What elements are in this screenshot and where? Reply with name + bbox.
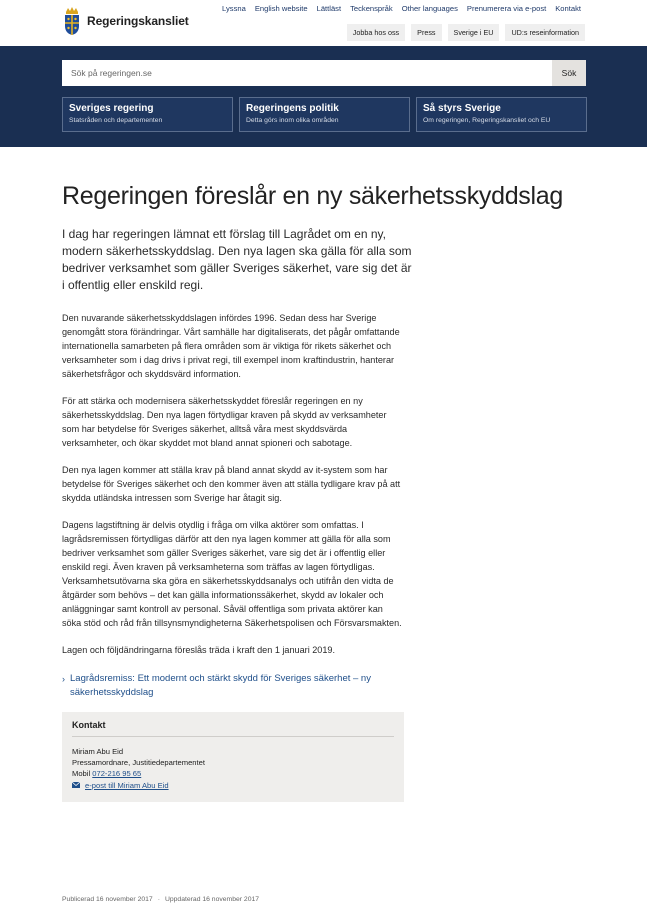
contact-name: Miriam Abu Eid bbox=[72, 747, 124, 757]
article-paragraph: Dagens lagstiftning är delvis otydlig i fråga om vilka aktörer som omfattas. I lagrådsremissen förtydligas därför att den nya lagen kommer att gälla för alla som bedriver verksamhet som gäller Sveriges säkerhet, vare sig det är i offentlig eller enskild regi. Även kraven på verksamheterna som träffas av lagen förtydligas. Verksamhetsutövarna ska göra en säkerhetsskyddsanalys och utifrån den vidta de åtgärder som behövs – det kan gälla informationssäkerhet, skydd av lokaler och anläggningar samt kontroll av personal. Såväl offentliga som privata aktörer kan söka stöd och råd från tillsynsmyndigheterna Säkerhetspolisen och Försvarsmakten. bbox=[62, 520, 402, 628]
top-bar bbox=[0, 0, 647, 46]
nav-card-sa-styrs-sverige[interactable] bbox=[416, 97, 587, 132]
separator: · bbox=[157, 896, 160, 903]
press-button[interactable]: Press bbox=[411, 24, 441, 41]
article-body bbox=[62, 312, 404, 658]
publish-info bbox=[62, 896, 259, 903]
link-lattlast[interactable]: Lättläst bbox=[316, 4, 342, 13]
crown-crest-icon bbox=[62, 6, 82, 36]
contact-role: Pressamordnare, Justitiedepartementet bbox=[72, 758, 205, 768]
email-link[interactable]: e-post till Miriam Abu Eid bbox=[85, 780, 169, 790]
nav-card-title: Regeringens politik bbox=[246, 103, 339, 114]
link-other-languages[interactable]: Other languages bbox=[401, 4, 458, 13]
article-paragraph: Lagen och följdändringarna föreslås träda i kraft den 1 januari 2019. bbox=[62, 645, 335, 656]
updated-date: Uppdaterad 16 november 2017 bbox=[164, 896, 260, 903]
jobba-hos-oss-button[interactable]: Jobba hos oss bbox=[347, 24, 405, 41]
link-english-website[interactable]: English website bbox=[254, 4, 308, 13]
published-date: Publicerad 16 november 2017 bbox=[62, 896, 153, 903]
quick-buttons bbox=[347, 24, 585, 41]
site-logo[interactable] bbox=[62, 6, 189, 36]
phone-link[interactable]: 072-216 95 65 bbox=[92, 769, 142, 779]
search-bar bbox=[62, 60, 586, 86]
nav-card-subtitle: Statsråden och departementen bbox=[69, 117, 163, 124]
article-lead: I dag har regeringen lämnat ett förslag till Lagrådet om en ny, modern säkerhetsskyddslag. Den nya lagen ska gälla för alla som bedriver verksamhet som gäller Sveriges säkerhet, vare sig det är i offentlig eller enskild regi. bbox=[62, 227, 412, 292]
link-prenumerera[interactable]: Prenumerera via e-post bbox=[466, 4, 547, 13]
contact-box bbox=[62, 712, 404, 802]
link-lyssna[interactable]: Lyssna bbox=[222, 4, 246, 13]
search-input[interactable] bbox=[62, 60, 552, 86]
nav-card-regeringens-politik[interactable] bbox=[239, 97, 410, 132]
utility-links bbox=[222, 4, 581, 13]
chevron-right-icon: › bbox=[62, 674, 65, 685]
navigation-band bbox=[0, 46, 647, 147]
article-paragraph: För att stärka och modernisera säkerhetsskyddet föreslår regeringen en ny säkerhetsskyddslag. Den nya lagen förtydligar kraven på skydd av verksamheter som har betydelse för Sveriges säkerhet, alltså våra mest skyddsvärda verksamheter, och ökar skyddet mot bland annat spioneri och sabotage. bbox=[62, 396, 387, 448]
envelope-icon bbox=[72, 782, 80, 788]
ud-reseinformation-button[interactable]: UD:s reseinformation bbox=[505, 24, 585, 41]
article-paragraph: Den nuvarande säkerhetsskyddslagen infördes 1996. Sedan dess har Sverige genomgått stora förändringar. Vårt samhälle har digitaliserats, det pågår omfattande internationella samarbeten på flera områden som är viktiga för rikets säkerhet och verksamheter som i dag drivs i privat regi, till exempel inom kraftindustrin, hanterar säkerhetsfrågor och skyddsvärd information. bbox=[62, 313, 400, 379]
contact-details bbox=[72, 746, 394, 791]
nav-card-subtitle: Om regeringen, Regeringskansliet och EU bbox=[423, 117, 551, 124]
nav-card-title: Sveriges regering bbox=[69, 103, 154, 114]
page-title: Regeringen föreslår en ny säkerhetsskyddslag bbox=[62, 182, 563, 210]
link-kontakt[interactable]: Kontakt bbox=[555, 4, 581, 13]
nav-card-title: Så styrs Sverige bbox=[423, 103, 501, 114]
article-paragraph: Den nya lagen kommer att ställa krav på bland annat skydd av it-system som har betydelse för Sveriges säkerhet och den kommer även att ställa tydligare krav på att skydda utländska intressen som Sverige har åtagit sig. bbox=[62, 465, 401, 503]
logo-text: Regeringskansliet bbox=[87, 14, 189, 28]
lagradsremiss-link[interactable]: Lagrådsremiss: Ett modernt och stärkt skydd för Sveriges säkerhet – ny säkerhetsskyddslag bbox=[70, 673, 371, 699]
related-link-item bbox=[62, 672, 404, 700]
nav-card-subtitle: Detta görs inom olika områden bbox=[246, 117, 339, 124]
contact-phone-row bbox=[72, 768, 394, 779]
phone-label: Mobil bbox=[72, 769, 93, 779]
main-navigation bbox=[62, 97, 587, 132]
article bbox=[62, 181, 563, 802]
link-teckensprak[interactable]: Teckenspråk bbox=[350, 4, 393, 13]
contact-email-row bbox=[72, 780, 394, 791]
contact-heading: Kontakt bbox=[72, 720, 394, 737]
nav-card-sveriges-regering[interactable] bbox=[62, 97, 233, 132]
search-button[interactable]: Sök bbox=[552, 60, 586, 86]
sverige-i-eu-button[interactable]: Sverige i EU bbox=[448, 24, 500, 41]
